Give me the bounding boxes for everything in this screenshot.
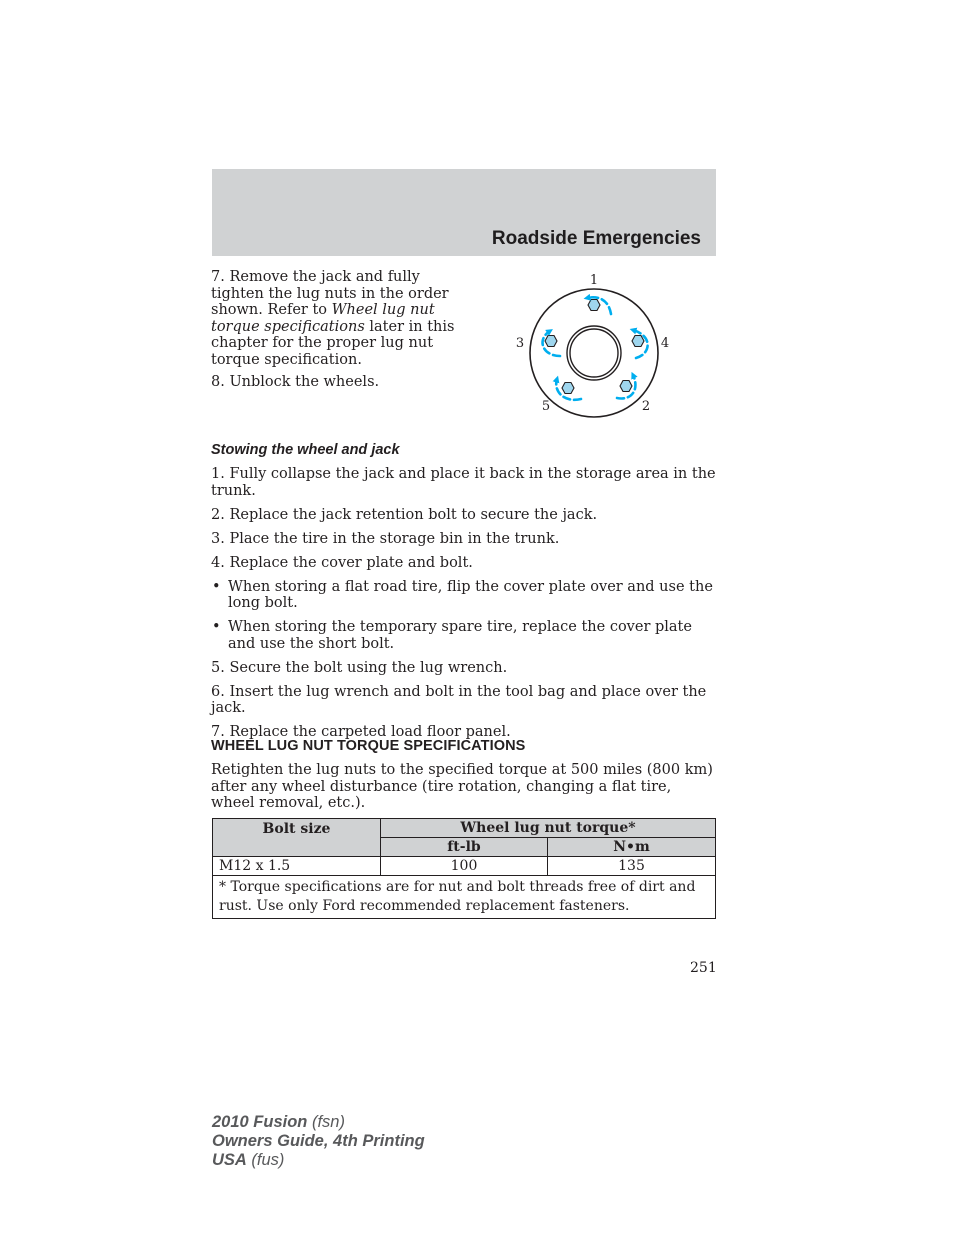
cell-nm: 135: [548, 857, 716, 876]
torque-paragraph: Retighten the lug nuts to the specified torque at 500 miles (800 km) after any wheel disturbance (tire rotation, changing a flat tire, wheel removal, etc.).: [211, 762, 713, 811]
lug-nut-3: [545, 336, 557, 347]
lug-nut-2: [620, 381, 632, 392]
wheel-hub-inner: [570, 329, 618, 377]
col-bolt-size: Bolt size: [213, 819, 381, 857]
bullet-mark: •: [212, 619, 221, 635]
cross-reference-link: Wheel lug nut torque specifications: [211, 302, 435, 335]
cell-bolt-size: M12 x 1.5: [213, 857, 381, 876]
stowing-bullet-1: • When storing a flat road tire, flip the cover plate over and use the long bolt.: [212, 578, 713, 611]
table-row: [213, 857, 716, 876]
stowing-step-6: 6. Insert the lug wrench and bolt in the tool bag and place over the jack.: [211, 683, 707, 716]
diagram-label-4: 4: [660, 336, 670, 351]
col-nm: N•m: [548, 838, 716, 857]
diagram-label-3: 3: [515, 336, 525, 351]
stowing-step-5: 5. Secure the bolt using the lug wrench.: [211, 659, 508, 676]
diagram-label-1: 1: [589, 273, 599, 288]
page-number: 251: [690, 960, 717, 976]
footer-line-1: 2010 Fusion (fsn): [212, 1113, 345, 1131]
wheel-hub-outer: [567, 326, 621, 380]
stowing-step-2: 2. Replace the jack retention bolt to secure the jack.: [211, 506, 598, 523]
stowing-step-7: 7. Replace the carpeted load floor panel.: [211, 724, 511, 740]
footer-line-3: USA (fus): [212, 1151, 285, 1169]
lug-nut-5: [562, 383, 574, 394]
section-title: Roadside Emergencies: [491, 228, 701, 249]
lug-nut-1: [588, 300, 600, 311]
cell-ft-lb: 100: [381, 857, 548, 876]
torque-heading: WHEEL LUG NUT TORQUE SPECIFICATIONS: [211, 738, 526, 754]
footer-line-2: Owners Guide, 4th Printing: [212, 1132, 425, 1150]
lug-nut-4: [632, 336, 644, 347]
col-wheel-lug-nut-torque: Wheel lug nut torque*: [381, 819, 716, 838]
lug-nut-tightening-diagram: [505, 268, 685, 420]
diagram-label-5: 5: [541, 399, 551, 414]
torque-table: [212, 818, 716, 919]
table-note-row: [213, 876, 716, 919]
stowing-step-4: 4. Replace the cover plate and bolt.: [211, 554, 473, 571]
intro-step-8: 8. Unblock the wheels.: [211, 374, 380, 390]
bullet-mark: •: [212, 578, 221, 595]
stowing-step-3: 3. Place the tire in the storage bin in the trunk.: [211, 530, 560, 547]
intro-steps: [211, 269, 469, 397]
stowing-heading: Stowing the wheel and jack: [211, 442, 400, 458]
col-ft-lb: ft-lb: [381, 838, 548, 857]
table-header-row: [213, 819, 716, 838]
stowing-step-1: 1. Fully collapse the jack and place it back in the storage area in the trunk.: [211, 466, 716, 499]
header-band: [212, 169, 716, 256]
footer-publication-info: [212, 1113, 425, 1170]
stowing-bullet-2: • When storing the temporary spare tire, replace the cover plate and use the short bolt.: [212, 619, 692, 652]
intro-step-7: 7. Remove the jack and fully tighten the lug nuts in the order shown. Refer to Wheel lug nut torque specifications later in this chapter for the proper lug nut torque specification.: [211, 269, 455, 368]
diagram-label-2: 2: [641, 399, 651, 414]
stowing-steps: [211, 466, 717, 748]
table-footnote: * Torque specifications are for nut and bolt threads free of dirt and rust. Use only Ford recommended replacement fasteners.: [213, 876, 716, 919]
